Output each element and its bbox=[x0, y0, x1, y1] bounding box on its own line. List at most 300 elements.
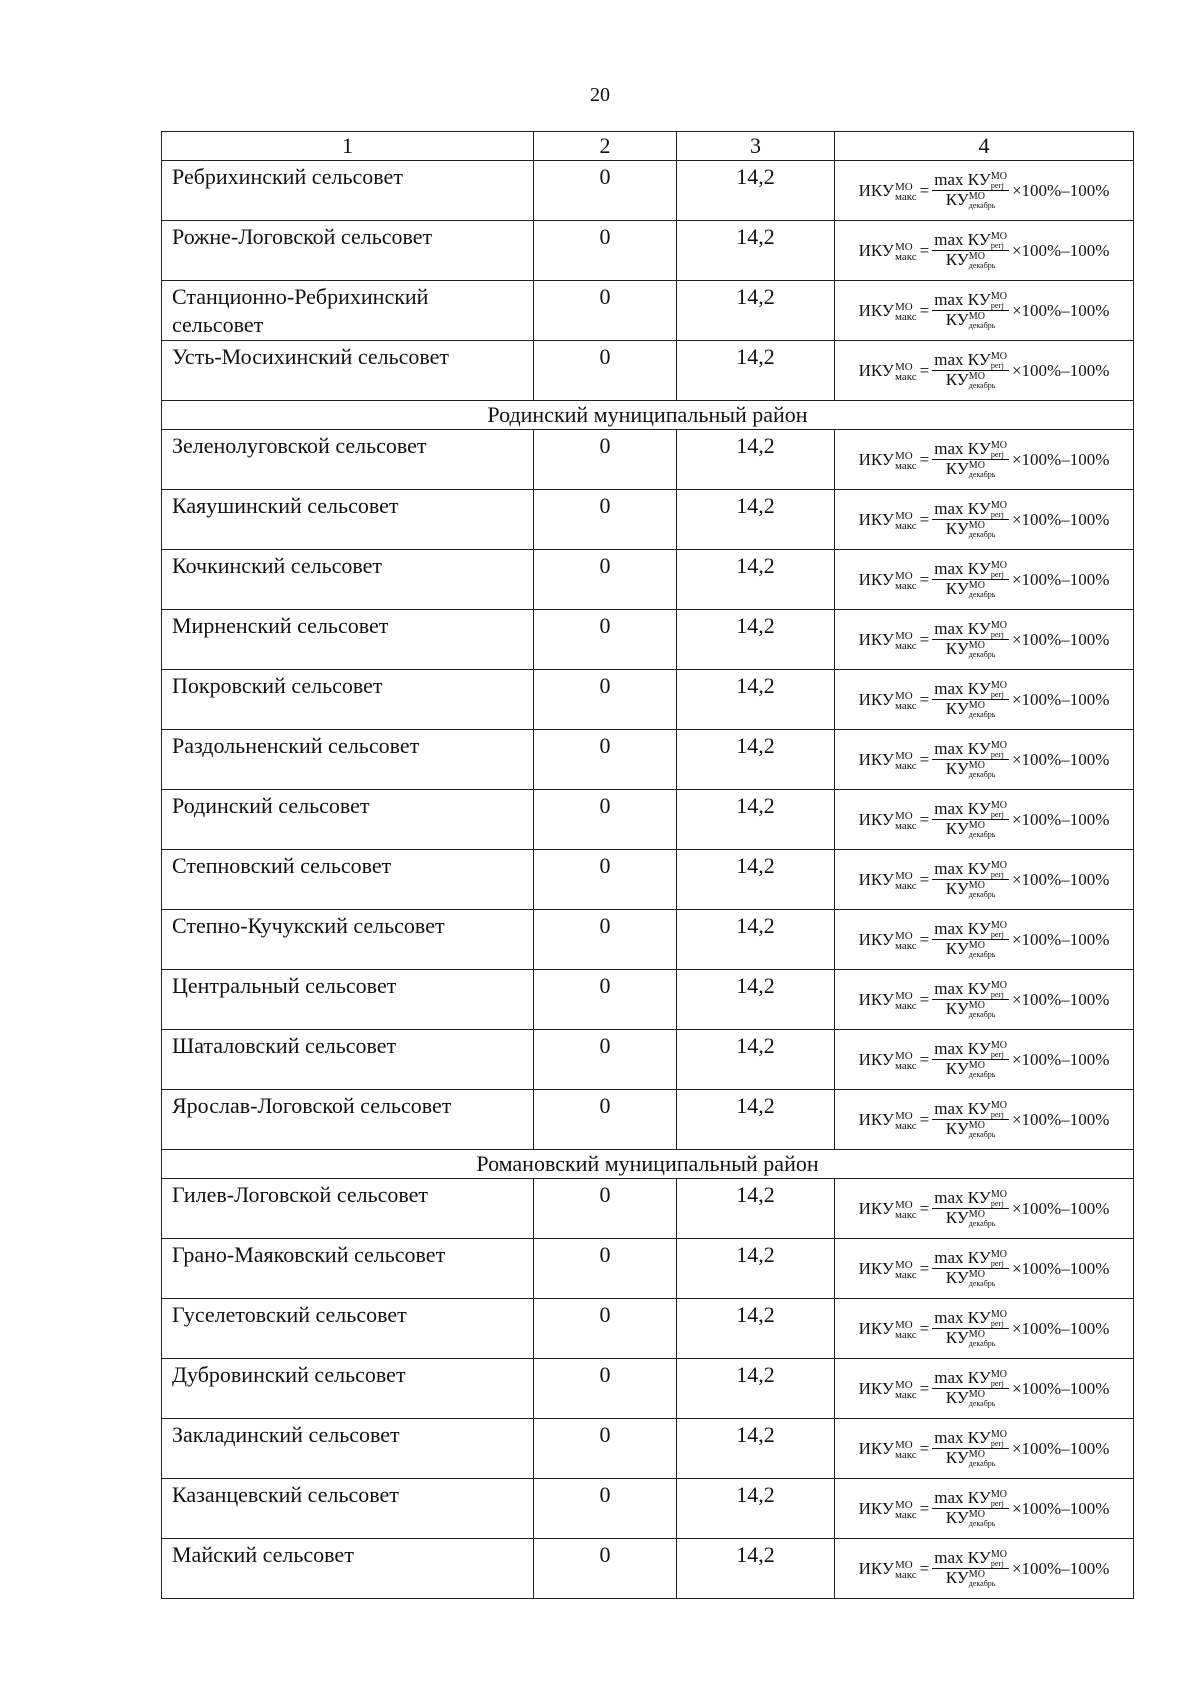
formula-denominator bbox=[944, 760, 998, 779]
formula-num-base: max КУ bbox=[934, 978, 991, 998]
formula-num-sup: МО bbox=[990, 1249, 1007, 1260]
formula-den-indices bbox=[969, 252, 996, 270]
formula-lhs-base: ИКУ bbox=[858, 509, 894, 529]
formula-num-sub: регj bbox=[990, 1439, 1004, 1448]
formula-num-sup: МО bbox=[990, 1309, 1007, 1320]
formula bbox=[835, 1092, 1133, 1147]
formula-den-sub: декабрь bbox=[968, 321, 996, 331]
value-col-2: 0 bbox=[534, 1479, 677, 1539]
value-col-3: 14,2 bbox=[677, 670, 835, 730]
formula-lhs bbox=[859, 686, 917, 714]
formula-numerator bbox=[932, 1489, 1009, 1509]
formula-den-indices bbox=[969, 581, 996, 599]
formula-num-sub: регj bbox=[990, 1050, 1004, 1059]
formula-fraction bbox=[932, 291, 1009, 330]
formula-lhs-indices bbox=[895, 242, 917, 262]
formula-lhs-sup: МО bbox=[894, 1438, 913, 1451]
table-row bbox=[162, 490, 1134, 550]
formula-lhs bbox=[859, 1555, 917, 1583]
formula-tail: ×100%–100% bbox=[1011, 300, 1110, 320]
table-row bbox=[162, 850, 1134, 910]
formula-num-sub: регj bbox=[990, 870, 1004, 879]
formula-numerator bbox=[932, 1189, 1009, 1209]
formula-equals: = bbox=[919, 869, 930, 889]
formula-lhs-sub: макс bbox=[894, 519, 917, 532]
formula-den-sub: декабрь bbox=[968, 381, 996, 391]
formula-lhs-base: ИКУ bbox=[858, 1558, 894, 1578]
formula-lhs-sub: макс bbox=[894, 699, 917, 712]
formula-den-base: КУ bbox=[945, 579, 969, 598]
formula-lhs-base: ИКУ bbox=[858, 1049, 894, 1069]
formula-den-indices bbox=[969, 312, 996, 330]
formula-den-sup: МО bbox=[968, 1000, 985, 1012]
formula-lhs-sub: макс bbox=[894, 310, 917, 323]
formula-den-base: КУ bbox=[945, 459, 969, 478]
formula-num-sub: регj bbox=[990, 630, 1004, 639]
value-col-2: 0 bbox=[534, 221, 677, 281]
settlement-name: Родинский сельсовет bbox=[162, 790, 534, 850]
formula-num-indices bbox=[991, 172, 1007, 190]
formula-den-sub: декабрь bbox=[968, 1459, 996, 1469]
formula-den-base: КУ bbox=[945, 1119, 969, 1138]
formula-tail: ×100%–100% bbox=[1011, 449, 1110, 469]
settlement-name: Мирненский сельсовет bbox=[162, 610, 534, 670]
formula-den-sup: МО bbox=[968, 1060, 985, 1072]
formula-equals: = bbox=[919, 300, 930, 320]
settlement-name: Каяушинский сельсовет bbox=[162, 490, 534, 550]
formula-den-sub: декабрь bbox=[968, 1070, 996, 1080]
formula-den-base: КУ bbox=[945, 1268, 969, 1287]
formula-num-base: max КУ bbox=[934, 229, 991, 249]
formula-cell bbox=[835, 490, 1134, 550]
table-row bbox=[162, 1090, 1134, 1150]
settlement-name: Раздольненский сельсовет bbox=[162, 730, 534, 790]
formula-num-base: max КУ bbox=[934, 1427, 991, 1447]
value-col-2: 0 bbox=[534, 910, 677, 970]
formula-num-indices bbox=[991, 1041, 1007, 1059]
formula-tail: ×100%–100% bbox=[1011, 1558, 1110, 1578]
formula-equals: = bbox=[919, 1558, 930, 1578]
formula-lhs-indices bbox=[895, 362, 917, 382]
formula-equals: = bbox=[919, 1109, 930, 1129]
formula-tail: ×100%–100% bbox=[1011, 1318, 1110, 1338]
formula-den-sub: декабрь bbox=[968, 710, 996, 720]
formula-num-indices bbox=[991, 292, 1007, 310]
value-col-3: 14,2 bbox=[677, 1419, 835, 1479]
formula-lhs bbox=[859, 986, 917, 1014]
value-col-3: 14,2 bbox=[677, 1479, 835, 1539]
formula-den-base: КУ bbox=[945, 519, 969, 538]
formula-lhs-indices bbox=[895, 1500, 917, 1520]
formula-numerator bbox=[932, 860, 1009, 880]
formula-lhs-base: ИКУ bbox=[858, 180, 894, 200]
formula-lhs-sub: макс bbox=[894, 579, 917, 592]
formula-denominator bbox=[944, 880, 998, 899]
formula-tail: ×100%–100% bbox=[1011, 629, 1110, 649]
formula-den-sup: МО bbox=[968, 311, 985, 323]
formula-equals: = bbox=[919, 689, 930, 709]
formula-cell bbox=[835, 730, 1134, 790]
formula-lhs-sup: МО bbox=[894, 1498, 913, 1511]
table-row bbox=[162, 1419, 1134, 1479]
formula-num-indices bbox=[991, 1370, 1007, 1388]
formula-equals: = bbox=[919, 1049, 930, 1069]
formula-denominator bbox=[944, 1060, 998, 1079]
formula-num-sub: регj bbox=[990, 510, 1004, 519]
formula-equals: = bbox=[919, 989, 930, 1009]
formula-equals: = bbox=[919, 1378, 930, 1398]
formula-num-sup: МО bbox=[990, 800, 1007, 811]
formula-num-base: max КУ bbox=[934, 438, 991, 458]
section-row bbox=[162, 1150, 1134, 1179]
formula-den-sub: декабрь bbox=[968, 530, 996, 540]
value-col-2: 0 bbox=[534, 1179, 677, 1239]
formula-lhs-sup: МО bbox=[894, 509, 913, 522]
settlement-name: Гилев-Логовской сельсовет bbox=[162, 1179, 534, 1239]
formula bbox=[835, 492, 1133, 547]
formula-lhs bbox=[859, 1255, 917, 1283]
formula-num-sup: МО bbox=[990, 680, 1007, 691]
formula-denominator bbox=[944, 1569, 998, 1588]
formula-num-sub: регj bbox=[990, 810, 1004, 819]
formula-den-base: КУ bbox=[945, 939, 969, 958]
formula-num-sup: МО bbox=[990, 1429, 1007, 1440]
formula-cell bbox=[835, 1179, 1134, 1239]
formula-equals: = bbox=[919, 509, 930, 529]
formula-den-base: КУ bbox=[945, 1568, 969, 1587]
section-title: Романовский муниципальный район bbox=[162, 1150, 1134, 1179]
formula-fraction bbox=[932, 1189, 1009, 1228]
formula-den-base: КУ bbox=[945, 999, 969, 1018]
formula-num-base: max КУ bbox=[934, 558, 991, 578]
formula-lhs-sup: МО bbox=[894, 1049, 913, 1062]
formula-lhs-sub: макс bbox=[894, 250, 917, 263]
formula-den-sup: МО bbox=[968, 371, 985, 383]
formula-lhs-sub: макс bbox=[894, 879, 917, 892]
formula bbox=[835, 163, 1133, 218]
settlement-name: Ребрихинский сельсовет bbox=[162, 161, 534, 221]
formula-den-base: КУ bbox=[945, 1059, 969, 1078]
formula-lhs-indices bbox=[895, 691, 917, 711]
formula-denominator bbox=[944, 311, 998, 330]
formula-fraction bbox=[932, 740, 1009, 779]
formula-num-sub: регj bbox=[990, 1379, 1004, 1388]
formula-lhs-base: ИКУ bbox=[858, 569, 894, 589]
formula-tail: ×100%–100% bbox=[1011, 509, 1110, 529]
formula-den-indices bbox=[969, 1570, 996, 1588]
formula-fraction bbox=[932, 171, 1009, 210]
formula-num-indices bbox=[991, 741, 1007, 759]
formula-lhs bbox=[859, 1195, 917, 1223]
formula-lhs-indices bbox=[895, 1111, 917, 1131]
value-col-3: 14,2 bbox=[677, 341, 835, 401]
formula-fraction bbox=[932, 1100, 1009, 1139]
formula-num-sub: регj bbox=[990, 930, 1004, 939]
formula-numerator bbox=[932, 680, 1009, 700]
formula-num-sub: регj bbox=[990, 301, 1004, 310]
settlement-name: Степно-Кучукский сельсовет bbox=[162, 910, 534, 970]
formula bbox=[835, 1421, 1133, 1476]
formula-lhs-sub: макс bbox=[894, 1568, 917, 1581]
formula-lhs bbox=[859, 237, 917, 265]
formula bbox=[835, 552, 1133, 607]
section-row bbox=[162, 401, 1134, 430]
formula-fraction bbox=[932, 860, 1009, 899]
formula-cell bbox=[835, 430, 1134, 490]
formula-equals: = bbox=[919, 809, 930, 829]
formula-fraction bbox=[932, 1369, 1009, 1408]
formula-equals: = bbox=[919, 569, 930, 589]
formula-lhs bbox=[859, 357, 917, 385]
formula-num-base: max КУ bbox=[934, 1547, 991, 1567]
formula-tail: ×100%–100% bbox=[1011, 1378, 1110, 1398]
formula-num-indices bbox=[991, 1310, 1007, 1328]
formula-den-indices bbox=[969, 1270, 996, 1288]
formula-denominator bbox=[944, 1000, 998, 1019]
formula-num-indices bbox=[991, 981, 1007, 999]
formula-numerator bbox=[932, 171, 1009, 191]
formula-num-sub: регj bbox=[990, 361, 1004, 370]
formula-lhs-base: ИКУ bbox=[858, 869, 894, 889]
formula-den-indices bbox=[969, 192, 996, 210]
formula-num-base: max КУ bbox=[934, 678, 991, 698]
formula-lhs-indices bbox=[895, 302, 917, 322]
formula-numerator bbox=[932, 1249, 1009, 1269]
formula-num-sup: МО bbox=[990, 740, 1007, 751]
formula-den-indices bbox=[969, 1210, 996, 1228]
formula-num-sub: регj bbox=[990, 1319, 1004, 1328]
formula-lhs-sup: МО bbox=[894, 989, 913, 1002]
table-row bbox=[162, 790, 1134, 850]
value-col-2: 0 bbox=[534, 430, 677, 490]
formula-numerator bbox=[932, 560, 1009, 580]
formula-den-sup: МО bbox=[968, 460, 985, 472]
formula-lhs-sub: макс bbox=[894, 1388, 917, 1401]
formula-numerator bbox=[932, 1369, 1009, 1389]
formula-den-base: КУ bbox=[945, 190, 969, 209]
formula-equals: = bbox=[919, 449, 930, 469]
settlement-name: Казанцевский сельсовет bbox=[162, 1479, 534, 1539]
formula-den-sub: декабрь bbox=[968, 1579, 996, 1589]
settlement-name: Закладинский сельсовет bbox=[162, 1419, 534, 1479]
table-row bbox=[162, 161, 1134, 221]
formula-den-sup: МО bbox=[968, 1569, 985, 1581]
formula-numerator bbox=[932, 1100, 1009, 1120]
value-col-2: 0 bbox=[534, 850, 677, 910]
formula-den-sup: МО bbox=[968, 880, 985, 892]
settlement-name: Грано-Маяковский сельсовет bbox=[162, 1239, 534, 1299]
formula-denominator bbox=[944, 371, 998, 390]
formula-den-sup: МО bbox=[968, 1329, 985, 1341]
formula-fraction bbox=[932, 800, 1009, 839]
table-row bbox=[162, 970, 1134, 1030]
formula-numerator bbox=[932, 800, 1009, 820]
formula-lhs-base: ИКУ bbox=[858, 1378, 894, 1398]
formula-denominator bbox=[944, 1389, 998, 1408]
formula-lhs-base: ИКУ bbox=[858, 1498, 894, 1518]
formula-fraction bbox=[932, 440, 1009, 479]
formula-num-sup: МО bbox=[990, 500, 1007, 511]
value-col-3: 14,2 bbox=[677, 730, 835, 790]
value-col-3: 14,2 bbox=[677, 1539, 835, 1599]
formula-numerator bbox=[932, 500, 1009, 520]
formula-lhs-sup: МО bbox=[894, 1558, 913, 1571]
formula-num-sup: МО bbox=[990, 980, 1007, 991]
table-row bbox=[162, 1479, 1134, 1539]
formula-num-base: max КУ bbox=[934, 349, 991, 369]
formula-lhs-sub: макс bbox=[894, 1508, 917, 1521]
table-row bbox=[162, 281, 1134, 341]
formula-num-sup: МО bbox=[990, 860, 1007, 871]
formula-lhs bbox=[859, 566, 917, 594]
formula-num-base: max КУ bbox=[934, 1038, 991, 1058]
formula-tail: ×100%–100% bbox=[1011, 180, 1110, 200]
formula-den-sup: МО bbox=[968, 1269, 985, 1281]
formula-num-base: max КУ bbox=[934, 289, 991, 309]
value-col-2: 0 bbox=[534, 1419, 677, 1479]
formula-lhs-base: ИКУ bbox=[858, 1318, 894, 1338]
formula-cell bbox=[835, 1419, 1134, 1479]
formula-denominator bbox=[944, 640, 998, 659]
table-row bbox=[162, 1179, 1134, 1239]
formula-cell bbox=[835, 1239, 1134, 1299]
formula-num-sub: регj bbox=[990, 1559, 1004, 1568]
formula-lhs-sup: МО bbox=[894, 1198, 913, 1211]
formula-cell bbox=[835, 910, 1134, 970]
formula-denominator bbox=[944, 1209, 998, 1228]
table-row bbox=[162, 1539, 1134, 1599]
formula-denominator bbox=[944, 1120, 998, 1139]
formula-lhs bbox=[859, 866, 917, 894]
formula-lhs-sup: МО bbox=[894, 360, 913, 373]
formula-fraction bbox=[932, 560, 1009, 599]
formula-tail: ×100%–100% bbox=[1011, 1498, 1110, 1518]
formula-lhs-sub: макс bbox=[894, 1208, 917, 1221]
formula-den-sup: МО bbox=[968, 640, 985, 652]
formula-equals: = bbox=[919, 240, 930, 260]
formula-numerator bbox=[932, 1429, 1009, 1449]
formula bbox=[835, 1241, 1133, 1296]
formula bbox=[835, 1361, 1133, 1416]
formula-num-sup: МО bbox=[990, 1189, 1007, 1200]
settlement-name: Покровский сельсовет bbox=[162, 670, 534, 730]
settlement-name: Ярослав-Логовской сельсовет bbox=[162, 1090, 534, 1150]
formula-den-base: КУ bbox=[945, 310, 969, 329]
formula-den-sub: декабрь bbox=[968, 1279, 996, 1289]
formula-lhs bbox=[859, 446, 917, 474]
formula-den-base: КУ bbox=[945, 1328, 969, 1347]
formula-den-sub: декабрь bbox=[968, 261, 996, 271]
formula-cell bbox=[835, 610, 1134, 670]
formula-equals: = bbox=[919, 929, 930, 949]
formula-cell bbox=[835, 281, 1134, 341]
formula bbox=[835, 283, 1133, 338]
table-row bbox=[162, 430, 1134, 490]
formula-den-sub: декабрь bbox=[968, 1130, 996, 1140]
formula-lhs-base: ИКУ bbox=[858, 749, 894, 769]
settlement-name: Центральный сельсовет bbox=[162, 970, 534, 1030]
formula-num-sub: регj bbox=[990, 450, 1004, 459]
formula-lhs-indices bbox=[895, 1560, 917, 1580]
value-col-3: 14,2 bbox=[677, 1090, 835, 1150]
formula-equals: = bbox=[919, 360, 930, 380]
formula-fraction bbox=[932, 231, 1009, 270]
formula-lhs-sup: МО bbox=[894, 869, 913, 882]
formula-equals: = bbox=[919, 749, 930, 769]
formula-den-base: КУ bbox=[945, 1448, 969, 1467]
table-header-row bbox=[162, 132, 1134, 161]
formula-denominator bbox=[944, 700, 998, 719]
value-col-3: 14,2 bbox=[677, 1359, 835, 1419]
formula-num-base: max КУ bbox=[934, 738, 991, 758]
formula-lhs-base: ИКУ bbox=[858, 929, 894, 949]
formula-num-indices bbox=[991, 681, 1007, 699]
formula-cell bbox=[835, 221, 1134, 281]
formula-num-sup: МО bbox=[990, 1040, 1007, 1051]
value-col-2: 0 bbox=[534, 610, 677, 670]
formula-den-indices bbox=[969, 1510, 996, 1528]
formula bbox=[835, 1301, 1133, 1356]
formula-cell bbox=[835, 161, 1134, 221]
formula-equals: = bbox=[919, 1258, 930, 1278]
formula-den-base: КУ bbox=[945, 1208, 969, 1227]
formula-lhs-base: ИКУ bbox=[858, 1109, 894, 1129]
formula-numerator bbox=[932, 231, 1009, 251]
formula-cell bbox=[835, 1359, 1134, 1419]
formula-numerator bbox=[932, 620, 1009, 640]
formula-cell bbox=[835, 1299, 1134, 1359]
formula-den-sub: декабрь bbox=[968, 890, 996, 900]
formula-num-sup: МО bbox=[990, 171, 1007, 182]
formula-numerator bbox=[932, 980, 1009, 1000]
formula-lhs bbox=[859, 1315, 917, 1343]
formula-num-base: max КУ bbox=[934, 1247, 991, 1267]
formula-denominator bbox=[944, 820, 998, 839]
formula-lhs-sup: МО bbox=[894, 449, 913, 462]
formula-den-base: КУ bbox=[945, 759, 969, 778]
formula-den-base: КУ bbox=[945, 250, 969, 269]
value-col-2: 0 bbox=[534, 1359, 677, 1419]
value-col-2: 0 bbox=[534, 730, 677, 790]
formula-den-sup: МО bbox=[968, 820, 985, 832]
formula-cell bbox=[835, 550, 1134, 610]
formula-den-sub: декабрь bbox=[968, 1219, 996, 1229]
formula-lhs bbox=[859, 1046, 917, 1074]
formula-lhs-sup: МО bbox=[894, 629, 913, 642]
formula-tail: ×100%–100% bbox=[1011, 869, 1110, 889]
formula-den-sup: МО bbox=[968, 940, 985, 952]
formula-lhs bbox=[859, 806, 917, 834]
formula-lhs-sup: МО bbox=[894, 569, 913, 582]
formula-fraction bbox=[932, 351, 1009, 390]
formula-denominator bbox=[944, 1449, 998, 1468]
formula-den-indices bbox=[969, 461, 996, 479]
formula-lhs bbox=[859, 1495, 917, 1523]
formula-lhs-sub: макс bbox=[894, 459, 917, 472]
formula-fraction bbox=[932, 680, 1009, 719]
value-col-3: 14,2 bbox=[677, 790, 835, 850]
section-title: Родинский муниципальный район bbox=[162, 401, 1134, 430]
formula bbox=[835, 1181, 1133, 1236]
value-col-3: 14,2 bbox=[677, 490, 835, 550]
formula-numerator bbox=[932, 291, 1009, 311]
formula-lhs-sub: макс bbox=[894, 370, 917, 383]
formula-tail: ×100%–100% bbox=[1011, 240, 1110, 260]
formula bbox=[835, 343, 1133, 398]
formula-lhs bbox=[859, 746, 917, 774]
formula-num-sup: МО bbox=[990, 1369, 1007, 1380]
header-cell-3: 3 bbox=[677, 132, 835, 161]
